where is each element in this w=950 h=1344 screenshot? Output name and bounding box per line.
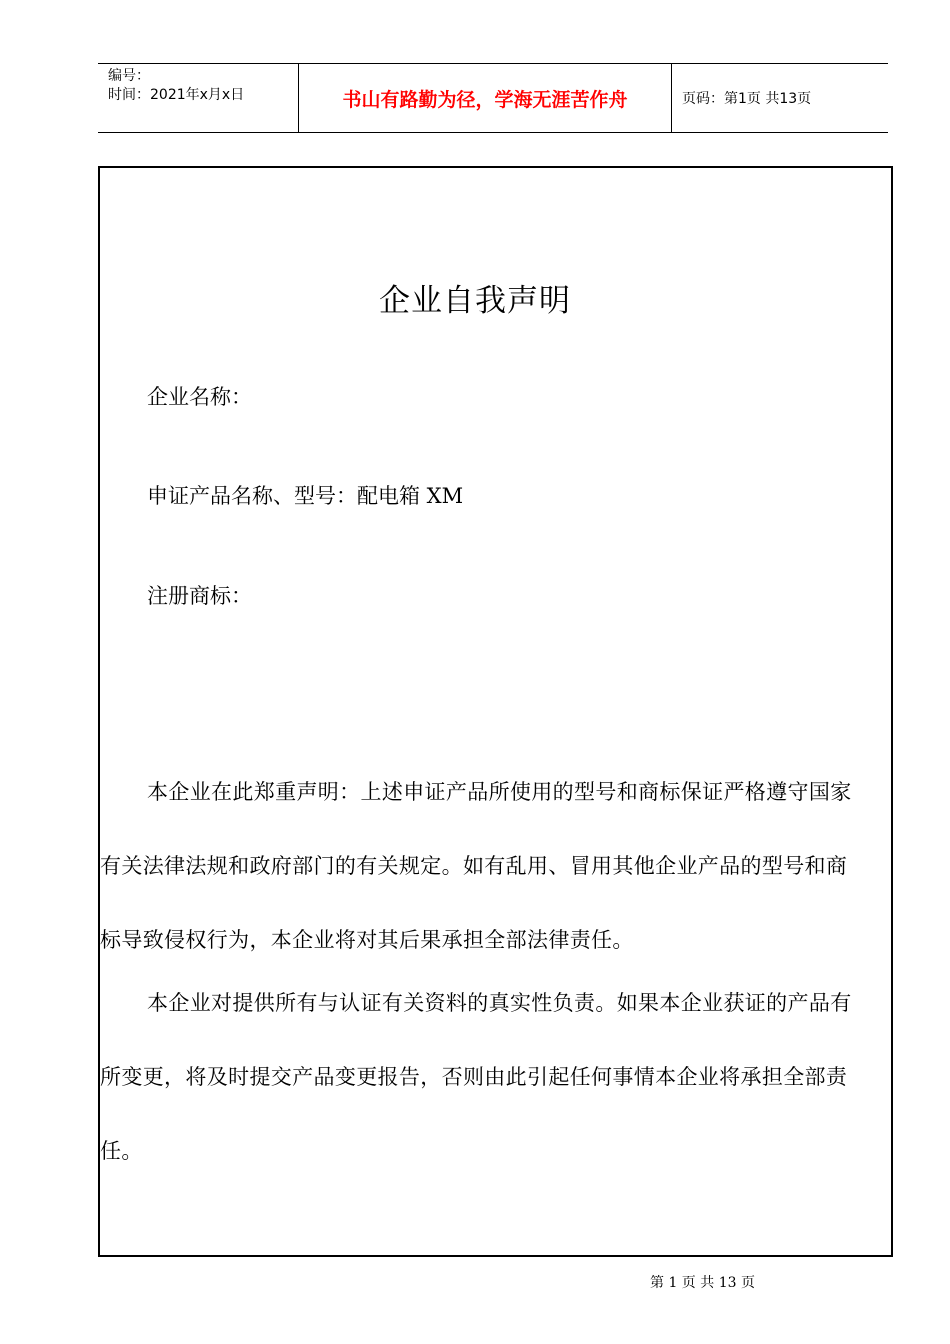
paragraph-2-line-1: 本企业对提供所有与认证有关资料的真实性负责。如果本企业获证的产品有 — [147, 991, 852, 1015]
page-footer-number: 第 1 页 共 13 页 — [650, 1275, 755, 1291]
paragraph-1-line-2: 有关法律法规和政府部门的有关规定。如有乱用、冒用其他企业产品的型号和商 — [100, 854, 848, 878]
company-name-field: 企业名称： — [147, 385, 252, 409]
page-header — [98, 63, 888, 133]
trademark-field: 注册商标： — [147, 584, 252, 608]
header-motto: 书山有路勤为径，学海无涯苦作舟 — [342, 88, 628, 111]
document-time-label: 时间：2021年x月x日 — [108, 87, 245, 103]
paragraph-2-line-3: 任。 — [100, 1139, 143, 1163]
header-motto-cell — [299, 64, 672, 132]
header-page-info: 页码：第1页 共13页 — [682, 91, 812, 107]
header-meta-cell — [98, 64, 299, 132]
paragraph-1-line-3: 标导致侵权行为，本企业将对其后果承担全部法律责任。 — [100, 928, 634, 952]
document-title: 企业自我声明 — [379, 283, 571, 319]
paragraph-1-line-1: 本企业在此郑重声明：上述申证产品所使用的型号和商标保证严格遵守国家 — [147, 780, 852, 804]
declaration-paragraph-1 — [100, 755, 890, 977]
header-page-cell — [672, 64, 888, 132]
document-number-label: 编号： — [108, 68, 150, 84]
paragraph-2-line-2: 所变更，将及时提交产品变更报告，否则由此引起任何事情本企业将承担全部责 — [100, 1065, 848, 1089]
product-name-model-field: 申证产品名称、型号：配电箱 XM — [147, 484, 464, 508]
declaration-paragraph-2 — [100, 966, 890, 1188]
